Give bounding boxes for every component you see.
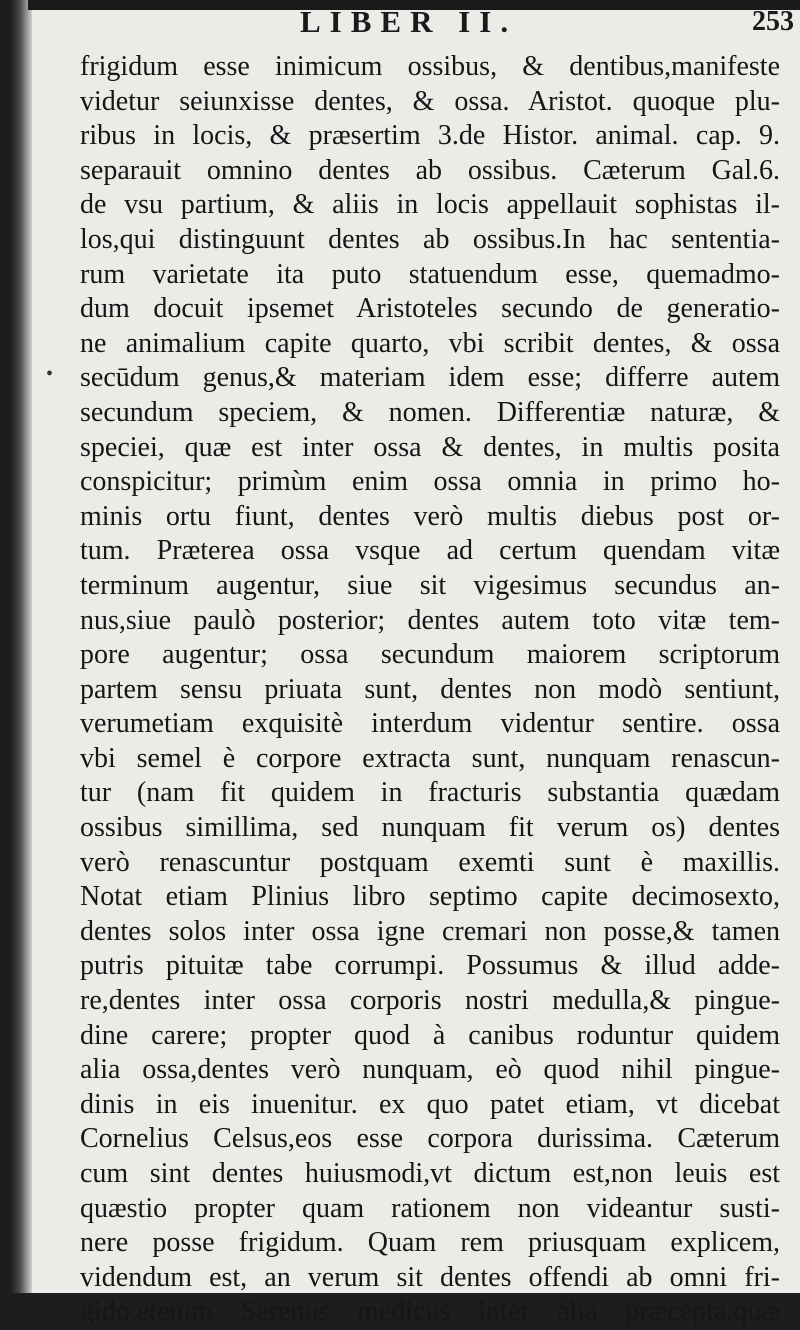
text-line: pore augentur; ossa secundum maiorem scriptorum (80, 639, 780, 671)
text-line: dine carere; propter quod à canibus roduntur quidem (80, 1019, 780, 1051)
text-line: vbi semel è corpore extracta sunt, nunquam renascun- (80, 742, 780, 774)
text-line: ribus in locis, & præsertim 3.de Histor. animal. cap. 9. (80, 120, 780, 152)
text-line: gido.etenim Serenus medicus inter alia præcepta,quæ (80, 1296, 780, 1328)
text-line: dum docuit ipsemet Aristoteles secundo de generatio- (80, 293, 780, 325)
text-line: verò renascuntur postquam exemti sunt è maxillis. (80, 846, 780, 878)
text-line: frigidum esse inimicum ossibus, & dentibus,manifeste (80, 51, 780, 82)
text-line: de vsu partium, & aliis in locis appellauit sophistas il- (80, 189, 780, 221)
text-line: secūdum genus,& materiam idem esse; differre autem (80, 362, 780, 394)
text-line: los,qui distinguunt dentes ab ossibus.In hac sententia- (80, 223, 780, 255)
text-line: terminum augentur, siue sit vigesimus secundus an- (80, 569, 780, 601)
text-line: dentes solos inter ossa igne cremari non posse,& tamen (80, 915, 780, 947)
text-line: quæstio propter quam rationem non videantur susti- (80, 1192, 780, 1224)
text-line: partem sensu priuata sunt, dentes non modò sentiunt, (80, 673, 780, 705)
text-line: rum varietate ita puto statuendum esse, quemadmo- (80, 258, 780, 290)
text-line: secundum speciem, & nomen. Differentiæ naturæ, & (80, 396, 780, 428)
text-line: minis ortu fiunt, dentes verò multis diebus post or- (80, 500, 780, 532)
text-line: Cornelius Celsus,eos esse corpora durissima. Cæterum (80, 1123, 780, 1155)
text-line: nere posse frigidum. Quam rem priusquam explicem, (80, 1227, 780, 1259)
text-line: dinis in eis inuenitur. ex quo patet etiam, vt dicebat (80, 1088, 780, 1120)
margin-mark: • (46, 363, 54, 385)
text-line: cum sint dentes huiusmodi,vt dictum est,non leuis est (80, 1158, 780, 1189)
page-header (10, 4, 800, 44)
text-line: videtur seiunxisse dentes, & ossa. Aristot. quoque plu- (80, 85, 780, 117)
text-line: separauit omnino dentes ab ossibus. Cæterum Gal.6. (80, 154, 780, 186)
body-text (80, 50, 780, 1330)
text-line: re,dentes inter ossa corporis nostri medulla,& pingue- (80, 985, 780, 1017)
text-line: verumetiam exquisitè interdum videntur sentire. ossa (80, 708, 780, 740)
binding-shadow (10, 0, 32, 1293)
text-line: videndum est, an verum sit dentes offendi ab omni fri- (80, 1261, 780, 1293)
text-line: conspicitur; primùm enim ossa omnia in primo ho- (80, 466, 780, 498)
text-line: speciei, quæ est inter ossa & dentes, in multis posita (80, 431, 780, 463)
text-line: alia ossa,dentes verò nunquam, eò quod nihil pingue- (80, 1054, 780, 1086)
text-line: tum. Præterea ossa vsque ad certum quendam vitæ (80, 535, 780, 567)
text-line: tur (nam fit quidem in fracturis substantia quædam (80, 777, 780, 809)
running-title: LIBER II. (300, 4, 518, 39)
text-line: ne animalium capite quarto, vbi scribit dentes, & ossa (80, 327, 780, 359)
text-line: ossibus simillima, sed nunquam fit verum os) dentes (80, 812, 780, 844)
text-line: nus,siue paulò posterior; dentes autem toto vitæ tem- (80, 604, 780, 636)
text-line: Notat etiam Plinius libro septimo capite decimosexto, (80, 881, 780, 913)
text-line: putris pituitæ tabe corrumpi. Possumus & illud adde- (80, 950, 780, 982)
page-number: 253 (752, 6, 794, 37)
book-page (10, 0, 800, 1328)
